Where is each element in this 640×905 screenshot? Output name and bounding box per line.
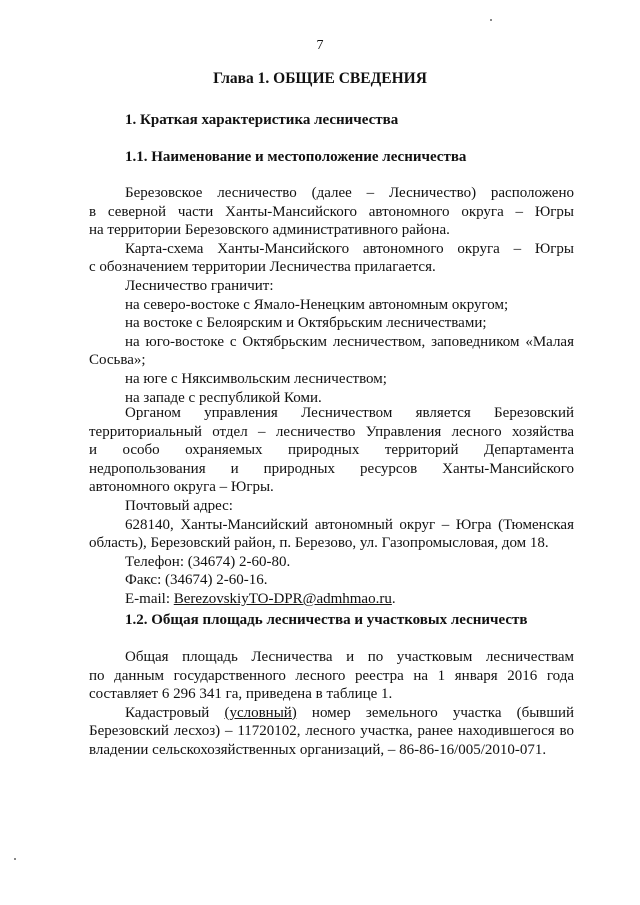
text-line: автономного округа – Югры. <box>89 479 274 496</box>
text-line: территориальный отдел – лесничество Управления лесного хозяйства <box>89 423 574 440</box>
border-item: Сосьва»; <box>89 352 146 369</box>
text-line: Березовское лесничество (далее – Лесничество) расположено <box>125 185 574 201</box>
text-line: и особо охраняемых природных территорий Департамента <box>89 442 574 459</box>
text-span: Кадастровый <box>125 704 225 721</box>
phone-line: Телефон: (34674) 2-60-80. <box>125 553 291 570</box>
text-line: на территории Березовского административного района. <box>89 222 450 239</box>
text-line: Карта-схема Ханты-Мансийского автономного округа – Югры <box>125 240 574 257</box>
border-item: на востоке с Белоярским и Октябрьским лесничествами; <box>125 315 487 332</box>
text-line <box>89 704 574 723</box>
section-1-1-heading: 1.1. Наименование и местоположение лесничества <box>125 149 467 165</box>
underlined-text: (условный) <box>224 704 297 721</box>
section-1-2-heading: 1.2. Общая площадь лесничества и участковых лесничеств <box>125 612 528 628</box>
address-label: Почтовый адрес: <box>125 497 233 514</box>
text-line: с обозначением территории Лесничества прилагается. <box>89 259 436 276</box>
border-item: на западе с республикой Коми. <box>125 389 322 406</box>
address-line: 628140, Ханты-Мансийский автономный округ – Югра (Тюменская <box>125 516 574 533</box>
borders-intro: Лесничество граничит: <box>125 277 274 294</box>
paragraph-area <box>89 648 574 760</box>
text-line: Общая площадь Лесничества и по участковым лесничествам <box>125 649 574 665</box>
text-line: Органом управления Лесничеством является Березовский <box>125 405 574 421</box>
paragraph-management <box>89 404 574 609</box>
text-line: недропользования и природных ресурсов Ханты-Мансийского <box>89 460 574 477</box>
page-number: 7 <box>316 38 324 53</box>
text-line: Березовский лесхоз) – 11720102, лесного участка, ранее находившегося во <box>89 723 574 740</box>
text-span: номер земельного участка (бывший <box>296 704 574 721</box>
fax-line: Факс: (34674) 2-60-16. <box>125 572 268 589</box>
text-line: по данным государственного лесного реестра на 1 января 2016 года <box>89 667 574 684</box>
border-item: на юге с Няксимвольским лесничеством; <box>125 370 387 387</box>
email-label: E-mail: <box>125 590 174 607</box>
text-line: владении сельскохозяйственных организаций, – 86-86-16/005/2010-071. <box>89 741 547 758</box>
section-1-heading: 1. Краткая характеристика лесничества <box>125 112 399 128</box>
text-line: составляет 6 296 341 га, приведена в таблице 1. <box>89 686 393 703</box>
email-end: . <box>391 590 396 607</box>
chapter-title: Глава 1. ОБЩИЕ СВЕДЕНИЯ <box>213 70 427 87</box>
scan-speck <box>14 858 16 860</box>
border-item: на северо-востоке с Ямало-Ненецким автономным округом; <box>125 296 509 313</box>
text-line: в северной части Ханты-Мансийского автономного округа – Югры <box>89 203 574 220</box>
email-link[interactable]: BerezovskiyTO-DPR@admhmao.ru <box>173 590 392 607</box>
scan-speck <box>490 19 492 21</box>
paragraph-location <box>89 184 574 407</box>
address-line: область), Березовский район, п. Березово, ул. Газопромысловая, дом 18. <box>89 535 549 552</box>
border-item: на юго-востоке с Октябрьским лесничеством, заповедником «Малая <box>125 333 574 350</box>
email-line <box>89 590 574 609</box>
